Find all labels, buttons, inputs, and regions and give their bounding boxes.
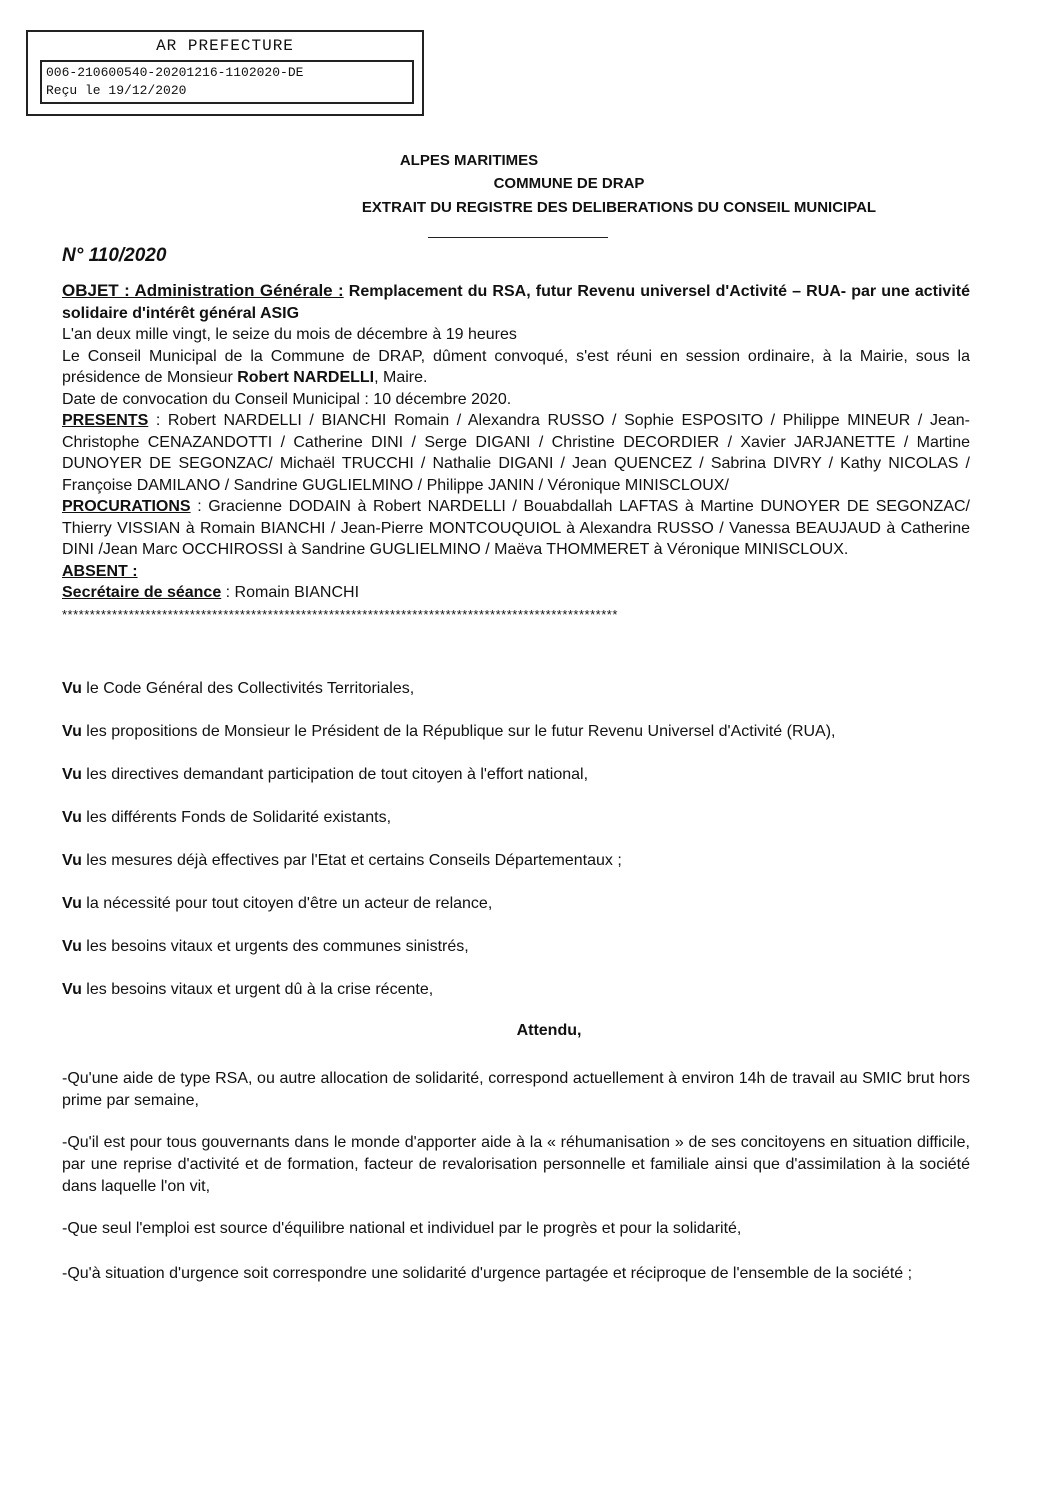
vu-text: les différents Fonds de Solidarité existants, [81,809,392,826]
vu-word: Vu [62,809,82,826]
vu-word: Vu [62,895,82,912]
vu-word: Vu [62,723,82,740]
preamble [62,280,970,625]
secretaire-paragraph [62,582,970,604]
vu-word: Vu [62,766,82,783]
prefecture-stamp [26,30,424,116]
vu-text: les besoins vitaux et urgents des communes sinistrés, [81,938,469,955]
stamp-reference-box [40,60,414,104]
vu-item [62,723,836,741]
vu-word: Vu [62,852,82,869]
commune-title: COMMUNE DE DRAP [493,175,645,192]
objet-paragraph [62,280,970,324]
objet-text: Remplacement du RSA, futur Revenu universel d'Activité – RUA- par une activité solidaire d'intérêt général ASIG [62,283,970,322]
separator-stars: **************************************************************************************************** [62,606,618,622]
vu-item [62,680,414,698]
vu-item [62,852,622,870]
procurations-list: : Gracienne DODAIN à Robert NARDELLI / Bouabdallah LAFTAS à Martine DUNOYER DE SEGONZAC/ Thierry VISSIAN à Romain BIANCHI / Jean-Pierre MONTCOUQUIOL à Alexandra RUSSO / Vanessa BEAUJAUD à Catherine DINI /Jean Marc OCCHIROSSI à Sandrine GUGLIELMINO / Maëva THOMMERET à Véronique MINISCLOUX. [62,498,970,558]
vu-text: les directives demandant participation de tout citoyen à l'effort national, [81,766,589,783]
vu-item [62,938,469,956]
vu-text: les propositions de Monsieur le Président de la République sur le futur Revenu Universel d'Activité (RUA), [81,723,836,740]
stamp-reference: 006-210600540-20201216-1102020-DE [46,65,304,80]
mayor-name: Robert NARDELLI [237,369,375,386]
stamp-received-date: Reçu le 19/12/2020 [46,83,187,98]
session-date: L'an deux mille vingt, le seize du mois de décembre à 19 heures [62,326,517,343]
council-text-end: , Maire. [374,369,428,386]
department-title: ALPES MARITIMES [399,152,539,169]
absent-label: ABSENT : [62,562,138,580]
vu-item [62,809,391,827]
objet-label: OBJET : Administration Générale : [62,281,344,300]
presents-list: : Robert NARDELLI / BIANCHI Romain / Alexandra RUSSO / Sophie ESPOSITO / Philippe MINEUR / Jean-Christophe CENAZANDOTTI / Catherine DINI / Serge DIGANI / Christine DECORDIER / Xavier JARJANETTE / Martine DUNOYER DE SEGONZAC/ Michaël TRUCCHI / Nathalie DIGANI / Jean QUENCEZ / Sabrina DIVRY / Kathy NICOLAS / Françoise DAMILANO / Sandrine GUGLIELMINO / Philippe JANIN / Véronique MINISCLOUX/ [62,412,970,494]
vu-word: Vu [62,680,82,697]
vu-text: le Code Général des Collectivités Territoriales, [81,680,415,697]
presents-paragraph [62,410,970,496]
vu-text: les mesures déjà effectives par l'Etat et certains Conseils Départementaux ; [81,852,622,869]
vu-item [62,895,492,913]
secretaire-label: Secrétaire de séance [62,584,222,601]
vu-item [62,766,588,784]
procurations-label: PROCURATIONS [62,498,191,515]
vu-item [62,981,433,999]
secretaire-name: : Romain BIANCHI [221,584,360,601]
presents-label: PRESENTS [62,412,149,429]
attendu-item: -Qu'il est pour tous gouvernants dans le monde d'apporter aide à la « réhumanisation » de ses concitoyens en situation difficile, par une reprise d'activité et de formation, facteur de revalorisation personnelle et familiale ainsi que d'assimilation à la société dans laquelle l'on vit, [62,1134,970,1195]
procurations-paragraph [62,496,970,561]
vu-text: les besoins vitaux et urgent dû à la crise récente, [81,981,434,998]
vu-text: la nécessité pour tout citoyen d'être un acteur de relance, [81,895,493,912]
attendu-item: -Que seul l'emploi est source d'équilibre national et individuel par le progrès et pour la solidarité, [62,1220,742,1237]
attendu-title: Attendu, [516,1022,582,1039]
vu-word: Vu [62,981,82,998]
absent-paragraph [62,561,970,583]
header-divider [428,237,608,238]
council-paragraph [62,346,970,389]
convocation-date: Date de convocation du Conseil Municipal : 10 décembre 2020. [62,390,512,408]
stamp-title: AR PREFECTURE [156,37,294,55]
vu-word: Vu [62,938,82,955]
attendu-item: -Qu'une aide de type RSA, ou autre allocation de solidarité, correspond actuellement à environ 14h de travail au SMIC brut hors prime par semaine, [62,1070,970,1109]
council-text: Le Conseil Municipal de la Commune de DRAP, dûment convoqué, s'est réuni en session ordinaire, à la Mairie, sous la présidence de Monsieur [62,347,970,386]
deliberation-number: N° 110/2020 [62,245,167,266]
register-title: EXTRAIT DU REGISTRE DES DELIBERATIONS DU CONSEIL MUNICIPAL [361,199,877,216]
attendu-item: -Qu'à situation d'urgence soit correspondre une solidarité d'urgence partagée et réciproque de l'ensemble de la société ; [62,1265,913,1282]
